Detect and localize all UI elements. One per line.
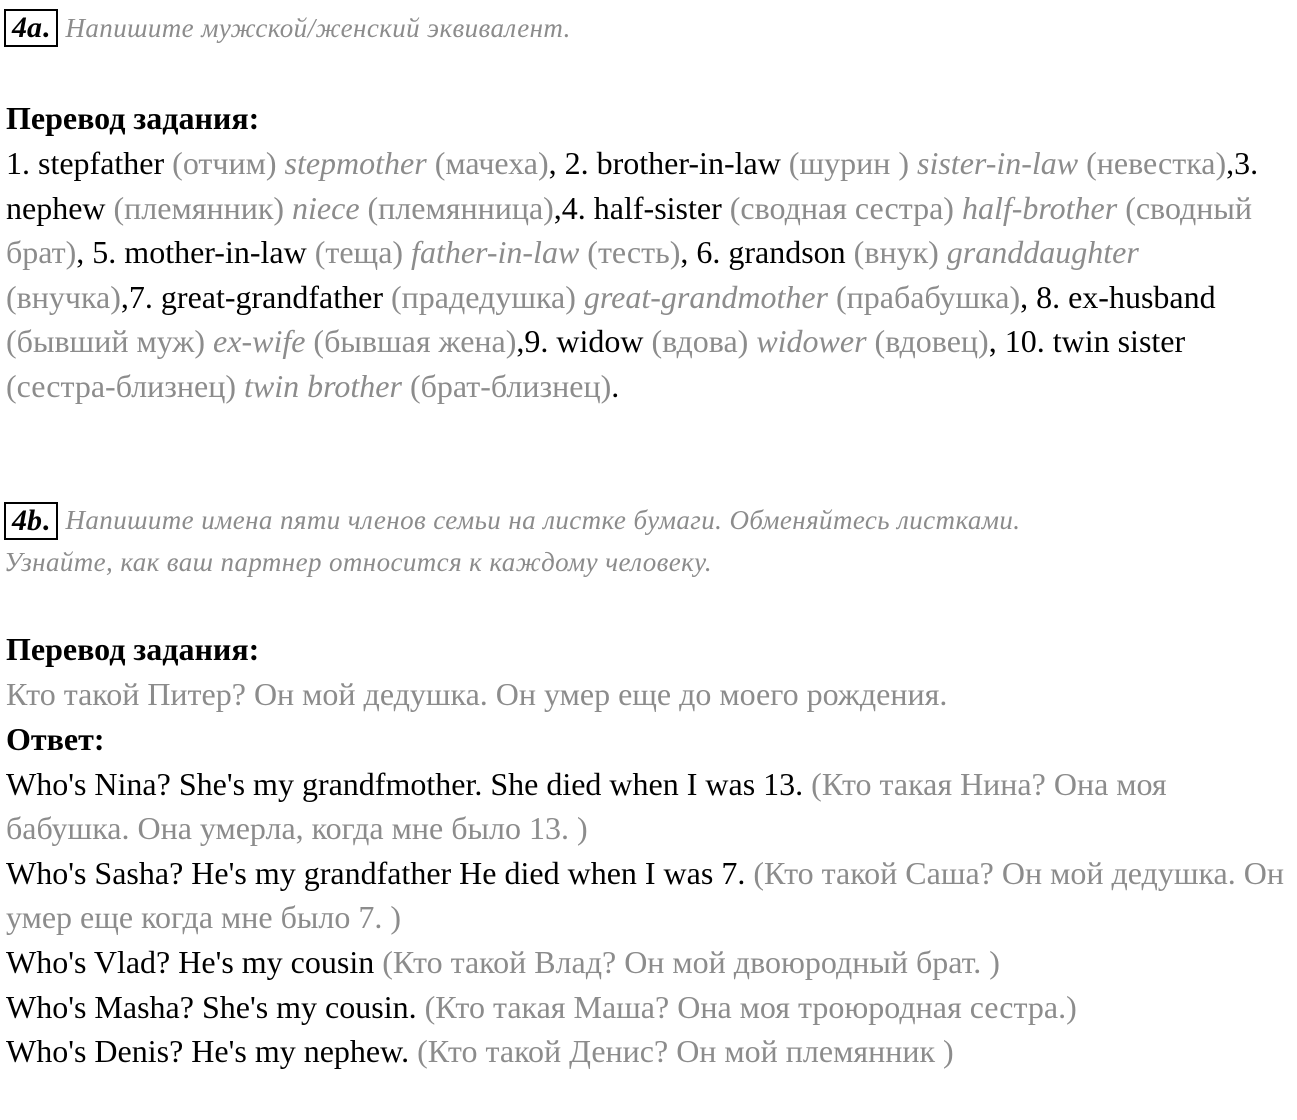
task-b-instruction: Напишите имена пяти членов семьи на листке бумаги. Обменяйтесь листками. [65,505,1021,535]
pair-item: 2. brother-in-law (шурин ) sister-in-law (невестка), [564,145,1235,181]
pair-item: 5. mother-in-law (теща) father-in-law (тесть), [92,234,689,270]
pair-item: 4. half-sister (сводная сестра) half-brother (сводный брат), [6,189,1253,270]
pair-item: 3. nephew (племянник) niece (племянница), [6,145,1259,226]
task-b-header [4,500,1020,540]
task-b-number-box: 4b. [4,502,58,540]
task-b-instruction-line-2: Узнайте, как ваш партнер относится к каждому человеку. [4,547,712,577]
task-b-heading: Перевод задания: [6,631,260,667]
task-a-translation-block [6,96,1291,408]
pair-item: 6. grandson (внук) granddaughter (внучка), [6,234,1139,315]
answer-item: Who's Denis? He's my nephew. (Кто такой Денис? Он мой племянник ) [6,1033,954,1070]
pair-item: 8. ex-husband (бывший муж) ex-wife (бывшая жена), [6,278,1216,359]
task-a-number-box: 4a. [4,9,58,47]
pair-item: 7. great-grandfather (прадедушка) great-grandmother (прабабушка), [128,278,1029,315]
answer-item: Who's Vlad? He's my cousin (Кто такой Влад? Он мой двоюродный брат. ) [6,943,1000,980]
answer-item: Who's Masha? She's my cousin. (Кто такая Маша? Она моя троюродная сестра.) [6,988,1077,1025]
task-b-number: 4b [12,504,42,537]
task-a-number: 4a [12,11,42,44]
task-a-header [4,8,571,48]
task-b-block [6,627,1291,1074]
task-a-word-pairs [6,141,1291,408]
task-a-instruction: Напишите мужской/женский эквивалент. [65,13,571,43]
pair-item: 10. twin sister (сестра-близнец) twin brother (брат-близнец). [6,323,1186,404]
answer-heading: Ответ: [6,720,105,757]
pair-item: 9. widow (вдова) widower (вдовец), [524,323,997,359]
pair-item: 1. stepfather (отчим) stepmother (мачеха), [6,145,557,181]
task-a-heading: Перевод задания: [6,100,260,136]
answer-item: Who's Nina? She's my grandfmother. She died when I was 13. (Кто такая Нина? Она моя бабушка. Она умерла, когда мне было 13. ) [6,765,1167,847]
task-b-translation: Кто такой Питер? Он мой дедушка. Он умер еще до моего рождения. [6,676,948,712]
answer-item: Who's Sasha? He's my grandfather He died when I was 7. (Кто такой Саша? Он мой дедушка. Он умер еще когда мне было 7. ) [6,854,1284,936]
